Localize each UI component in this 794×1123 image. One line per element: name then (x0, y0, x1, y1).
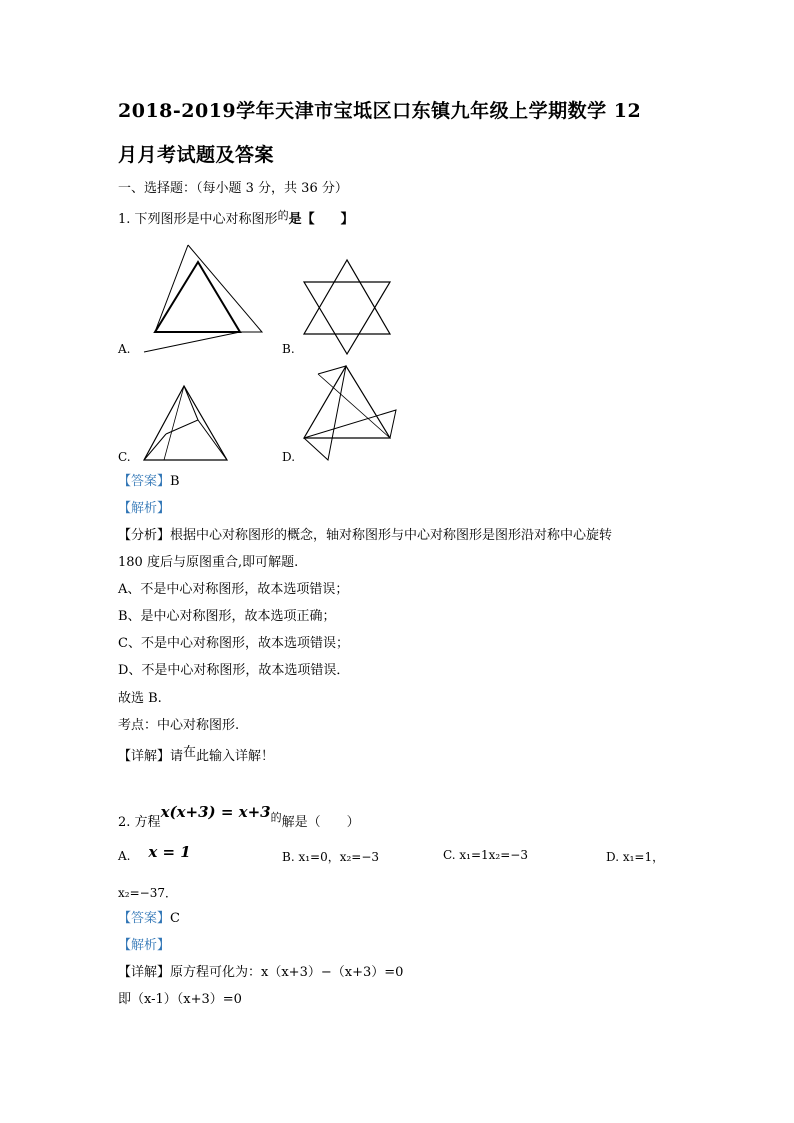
q2-analysis-tag: 【解析】 (118, 938, 171, 953)
q2-option-b: B. x₁=0，x₂=−3 (282, 850, 380, 864)
q1-item-c: C、不是中心对称图形，故本选项错误； (118, 636, 349, 651)
q2-option-d: D. x₁=1， (606, 850, 665, 864)
q1-stem-end: 是【 】 (288, 212, 354, 227)
q1-answer-value: B (170, 474, 180, 489)
figure-a-outer-lines (155, 245, 262, 332)
q2-detail-line2: 即（x-1）（x+3）=0 (118, 992, 242, 1007)
q1-option-b-label: B. (282, 342, 295, 356)
q2-option-d-cont: x₂=−37． (118, 886, 177, 900)
q2-option-a-math: x = 1 (148, 843, 191, 861)
q2-number: 2. (118, 815, 131, 830)
q1-item-b: B、是中心对称图形，故本选项正确； (118, 609, 336, 624)
q1-item-a: A、不是中心对称图形，故本选项错误； (118, 582, 349, 597)
figure-a-long-line (144, 332, 240, 352)
q1-fenxi-line1: 根据中心对称图形的概念，轴对称图形与中心对称图形是图形沿对称中心旋转 (170, 528, 613, 543)
q2-option-a (118, 843, 191, 864)
q2-answer-value: C (170, 911, 180, 926)
q1-stem-tail: 的 (277, 209, 289, 222)
figure-c-inner-line-3 (144, 434, 166, 460)
figure-d-main-triangle (304, 366, 390, 438)
figure-b-down-triangle (304, 282, 390, 354)
q1-item-d: D、不是中心对称图形，故本选项错误． (118, 663, 350, 678)
figure-d (300, 362, 400, 462)
q2-detail (118, 964, 403, 982)
q1-fenxi-tag: 【分析】 (118, 528, 171, 543)
q1-fenxi (118, 527, 612, 545)
q1-detail (118, 745, 275, 766)
figure-a-side-line (198, 262, 240, 332)
q1-stem-text: 下列图形是中心对称图形 (134, 212, 278, 227)
page-title-line1: 2018-2019学年天津市宝坻区口东镇九年级上学期数学 12 (118, 100, 642, 122)
q2-option-c-text-b: x₂=−3 (488, 848, 528, 862)
q1-option-d-label: D. (282, 450, 296, 464)
q1-answer (118, 473, 180, 491)
q2-stem-end: 解是（ ） (281, 815, 360, 830)
q1-detail-a: 请 (170, 749, 184, 764)
q2-stem (118, 803, 360, 836)
q1-kaodian: 考点：中心对称图形. (118, 718, 240, 733)
q2-answer (118, 910, 180, 928)
q2-option-c (443, 848, 528, 862)
figure-c-inner-line-4 (164, 386, 184, 460)
section-heading: 一、选择题：（每小题 3 分，共 36 分） (118, 181, 348, 196)
figure-d-cross-line (318, 374, 390, 438)
figure-b-hexagram (300, 256, 395, 356)
q1-number: 1. (118, 212, 131, 227)
q1-option-a-label: A. (118, 342, 131, 356)
figure-c-inner-line-2 (198, 420, 227, 460)
q2-answer-tag: 【答案】 (118, 911, 171, 926)
q1-detail-tag: 【详解】 (118, 749, 171, 764)
q2-stem-tail: 的 (270, 811, 282, 824)
q2-stem-a: 方程 (134, 815, 161, 830)
q1-answer-tag: 【答案】 (118, 474, 171, 489)
q1-analysis-tag: 【解析】 (118, 501, 171, 516)
q1-detail-b: 在 (183, 745, 197, 760)
q2-option-a-label: A. (118, 849, 131, 863)
figure-b-up-triangle (304, 260, 390, 334)
q1-fenxi-line2: 180 度后与原图重合,即可解题. (118, 555, 299, 570)
q1-choose: 故选 B. (118, 691, 162, 706)
q2-option-c-text: C. x₁=1 (443, 848, 489, 862)
figure-c-outer-triangle (144, 386, 227, 460)
q1-stem (118, 211, 354, 229)
figure-c (140, 382, 235, 464)
figure-a (140, 240, 270, 360)
page-title-line2: 月月考试题及答案 (118, 144, 275, 166)
q2-detail-line1: 原方程可化为：x（x+3）−（x+3）=0 (170, 965, 404, 980)
q1-detail-c: 此输入详解！ (196, 749, 275, 764)
q2-equation: x(x+3) = x+3 (160, 803, 271, 821)
q1-option-c-label: C. (118, 450, 131, 464)
q2-detail-tag: 【详解】 (118, 965, 171, 980)
